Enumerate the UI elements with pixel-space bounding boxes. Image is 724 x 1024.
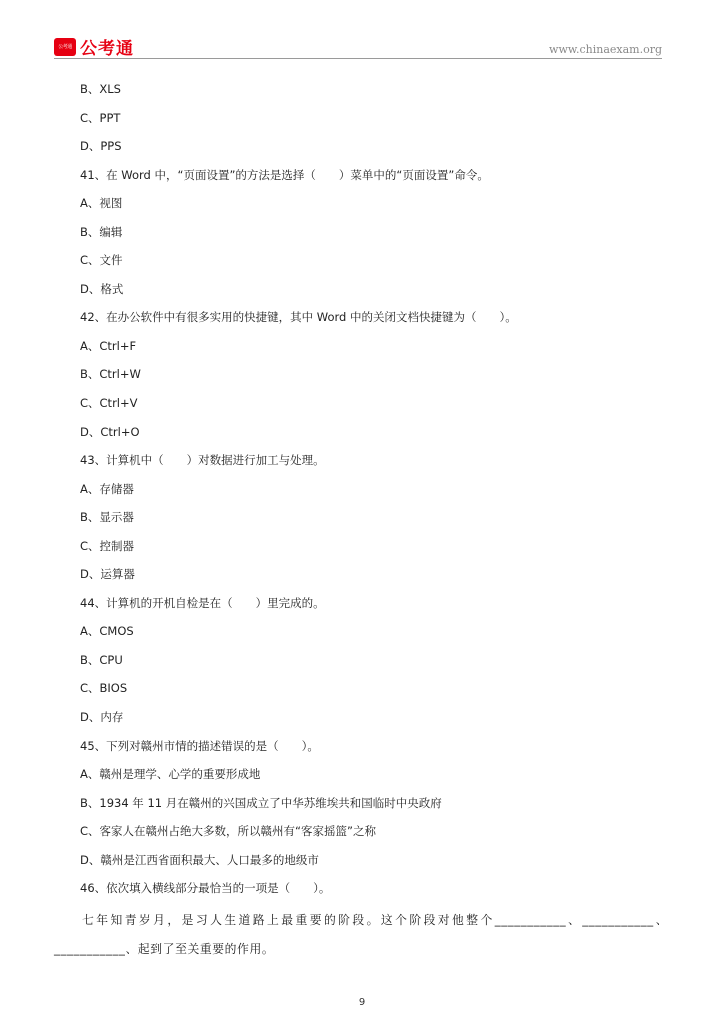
option-line: C、BIOS: [80, 681, 128, 696]
option-line: C、Ctrl+V: [80, 396, 138, 411]
logo: [54, 34, 134, 59]
option-line: D、格式: [80, 281, 124, 296]
option-line: C、客家人在赣州占绝大多数，所以赣州有“客家摇篮”之称: [80, 824, 376, 839]
option-line: D、Ctrl+O: [80, 424, 140, 439]
logo-badge-icon: 公考通: [54, 38, 76, 56]
option-line: D、运算器: [80, 567, 135, 582]
question-44: 44、计算机的开机自检是在（ ）里完成的。: [80, 595, 325, 610]
option-line: A、存储器: [80, 481, 134, 496]
option-line: A、Ctrl+F: [80, 338, 137, 353]
site-url: www.chinaexam.org: [549, 43, 662, 56]
page-header: [54, 34, 662, 58]
option-line: B、CPU: [80, 652, 123, 667]
option-line: A、CMOS: [80, 624, 134, 639]
option-line: C、文件: [80, 253, 123, 268]
question-46-passage: 七年知青岁月，是习人生道路上最重要的阶段。这个阶段对他整个___________、___________、___________、起到了至关重要的作用。: [54, 913, 668, 956]
page-number: 9: [358, 997, 366, 1008]
header-divider: [54, 58, 662, 59]
option-line: D、PPS: [80, 139, 122, 154]
option-line: B、1934 年 11 月在赣州的兴国成立了中华苏维埃共和国临时中央政府: [80, 795, 442, 810]
question-list: [80, 80, 670, 908]
question-42: 42、在办公软件中有很多实用的快捷键，其中 Word 中的关闭文档快捷键为（ ）。: [80, 310, 517, 325]
option-line: B、显示器: [80, 510, 134, 525]
question-45: 45、下列对赣州市情的描述错误的是（ ）。: [80, 738, 319, 753]
option-line: C、控制器: [80, 538, 135, 553]
option-line: D、赣州是江西省面积最大、人口最多的地级市: [80, 852, 319, 867]
question-43: 43、计算机中（ ）对数据进行加工与处理。: [80, 453, 325, 468]
option-line: B、Ctrl+W: [80, 367, 141, 382]
option-line: C、PPT: [80, 110, 121, 125]
question-46: 46、依次填入横线部分最恰当的一项是（ ）。: [80, 881, 331, 896]
question-41: 41、在 Word 中，“页面设置”的方法是选择（ ）菜单中的“页面设置”命令。: [80, 167, 489, 182]
logo-text: 公考通: [80, 39, 134, 59]
option-line: B、XLS: [80, 82, 121, 96]
option-line: B、编辑: [80, 224, 123, 239]
option-line: A、视图: [80, 196, 123, 211]
option-line: A、赣州是理学、心学的重要形成地: [80, 767, 261, 782]
option-line: D、内存: [80, 710, 124, 725]
